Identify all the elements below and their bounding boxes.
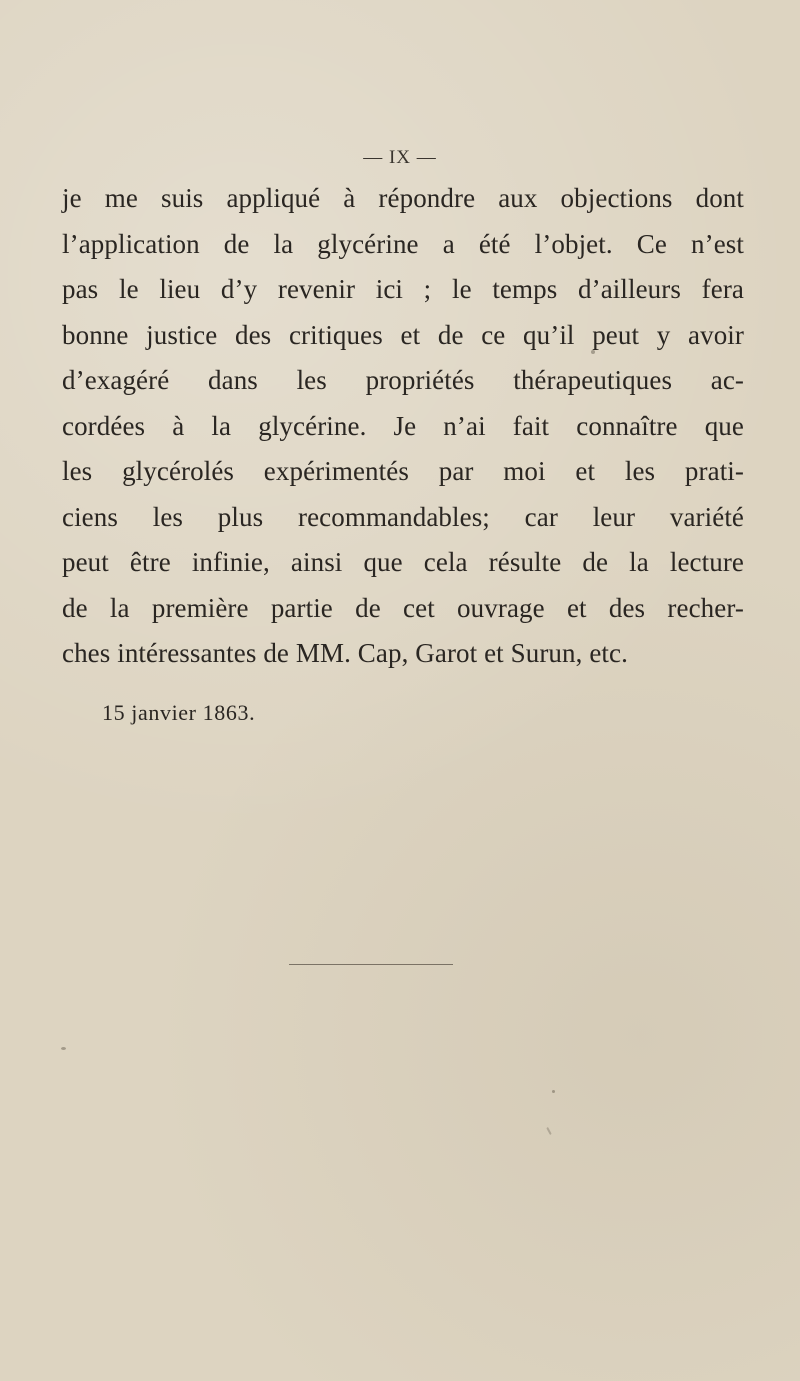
text-line-3: pas le lieu d’y revenir ici ; le temps d’ailleurs fera (62, 274, 744, 304)
page-header: — IX — (363, 147, 437, 168)
text-line-11: ches intéressantes de MM. Cap, Garot et Surun, etc. (62, 638, 628, 668)
text-line-9: peut être infinie, ainsi que cela résulte de la lecture (62, 547, 744, 577)
text-line-7: les glycérolés expérimentés par moi et les prati- (62, 456, 744, 486)
date-signature: 15 janvier 1863. (102, 700, 256, 725)
text-line-10: de la première partie de cet ouvrage et des recher- (62, 592, 744, 623)
section-divider (289, 964, 453, 965)
paper-speck (552, 1090, 555, 1093)
text-line-4: bonne justice des critiques et de ce qu’il peut y avoir (62, 319, 744, 350)
text-line-8: ciens les plus recommandables; car leur variété (62, 501, 744, 532)
paper-speck (61, 1047, 66, 1050)
paper-speck (546, 1127, 552, 1135)
text-line-6: cordées à la glycérine. Je n’ai fait connaître que (62, 410, 744, 441)
text-line-1: je me suis appliqué à répondre aux objections dont (62, 183, 744, 213)
text-line-2: l’application de la glycérine a été l’objet. Ce n’est (62, 228, 744, 259)
body-paragraph (62, 176, 744, 677)
paper-speck (591, 350, 595, 354)
text-line-5: d’exagéré dans les propriétés thérapeutiques ac- (62, 365, 744, 395)
